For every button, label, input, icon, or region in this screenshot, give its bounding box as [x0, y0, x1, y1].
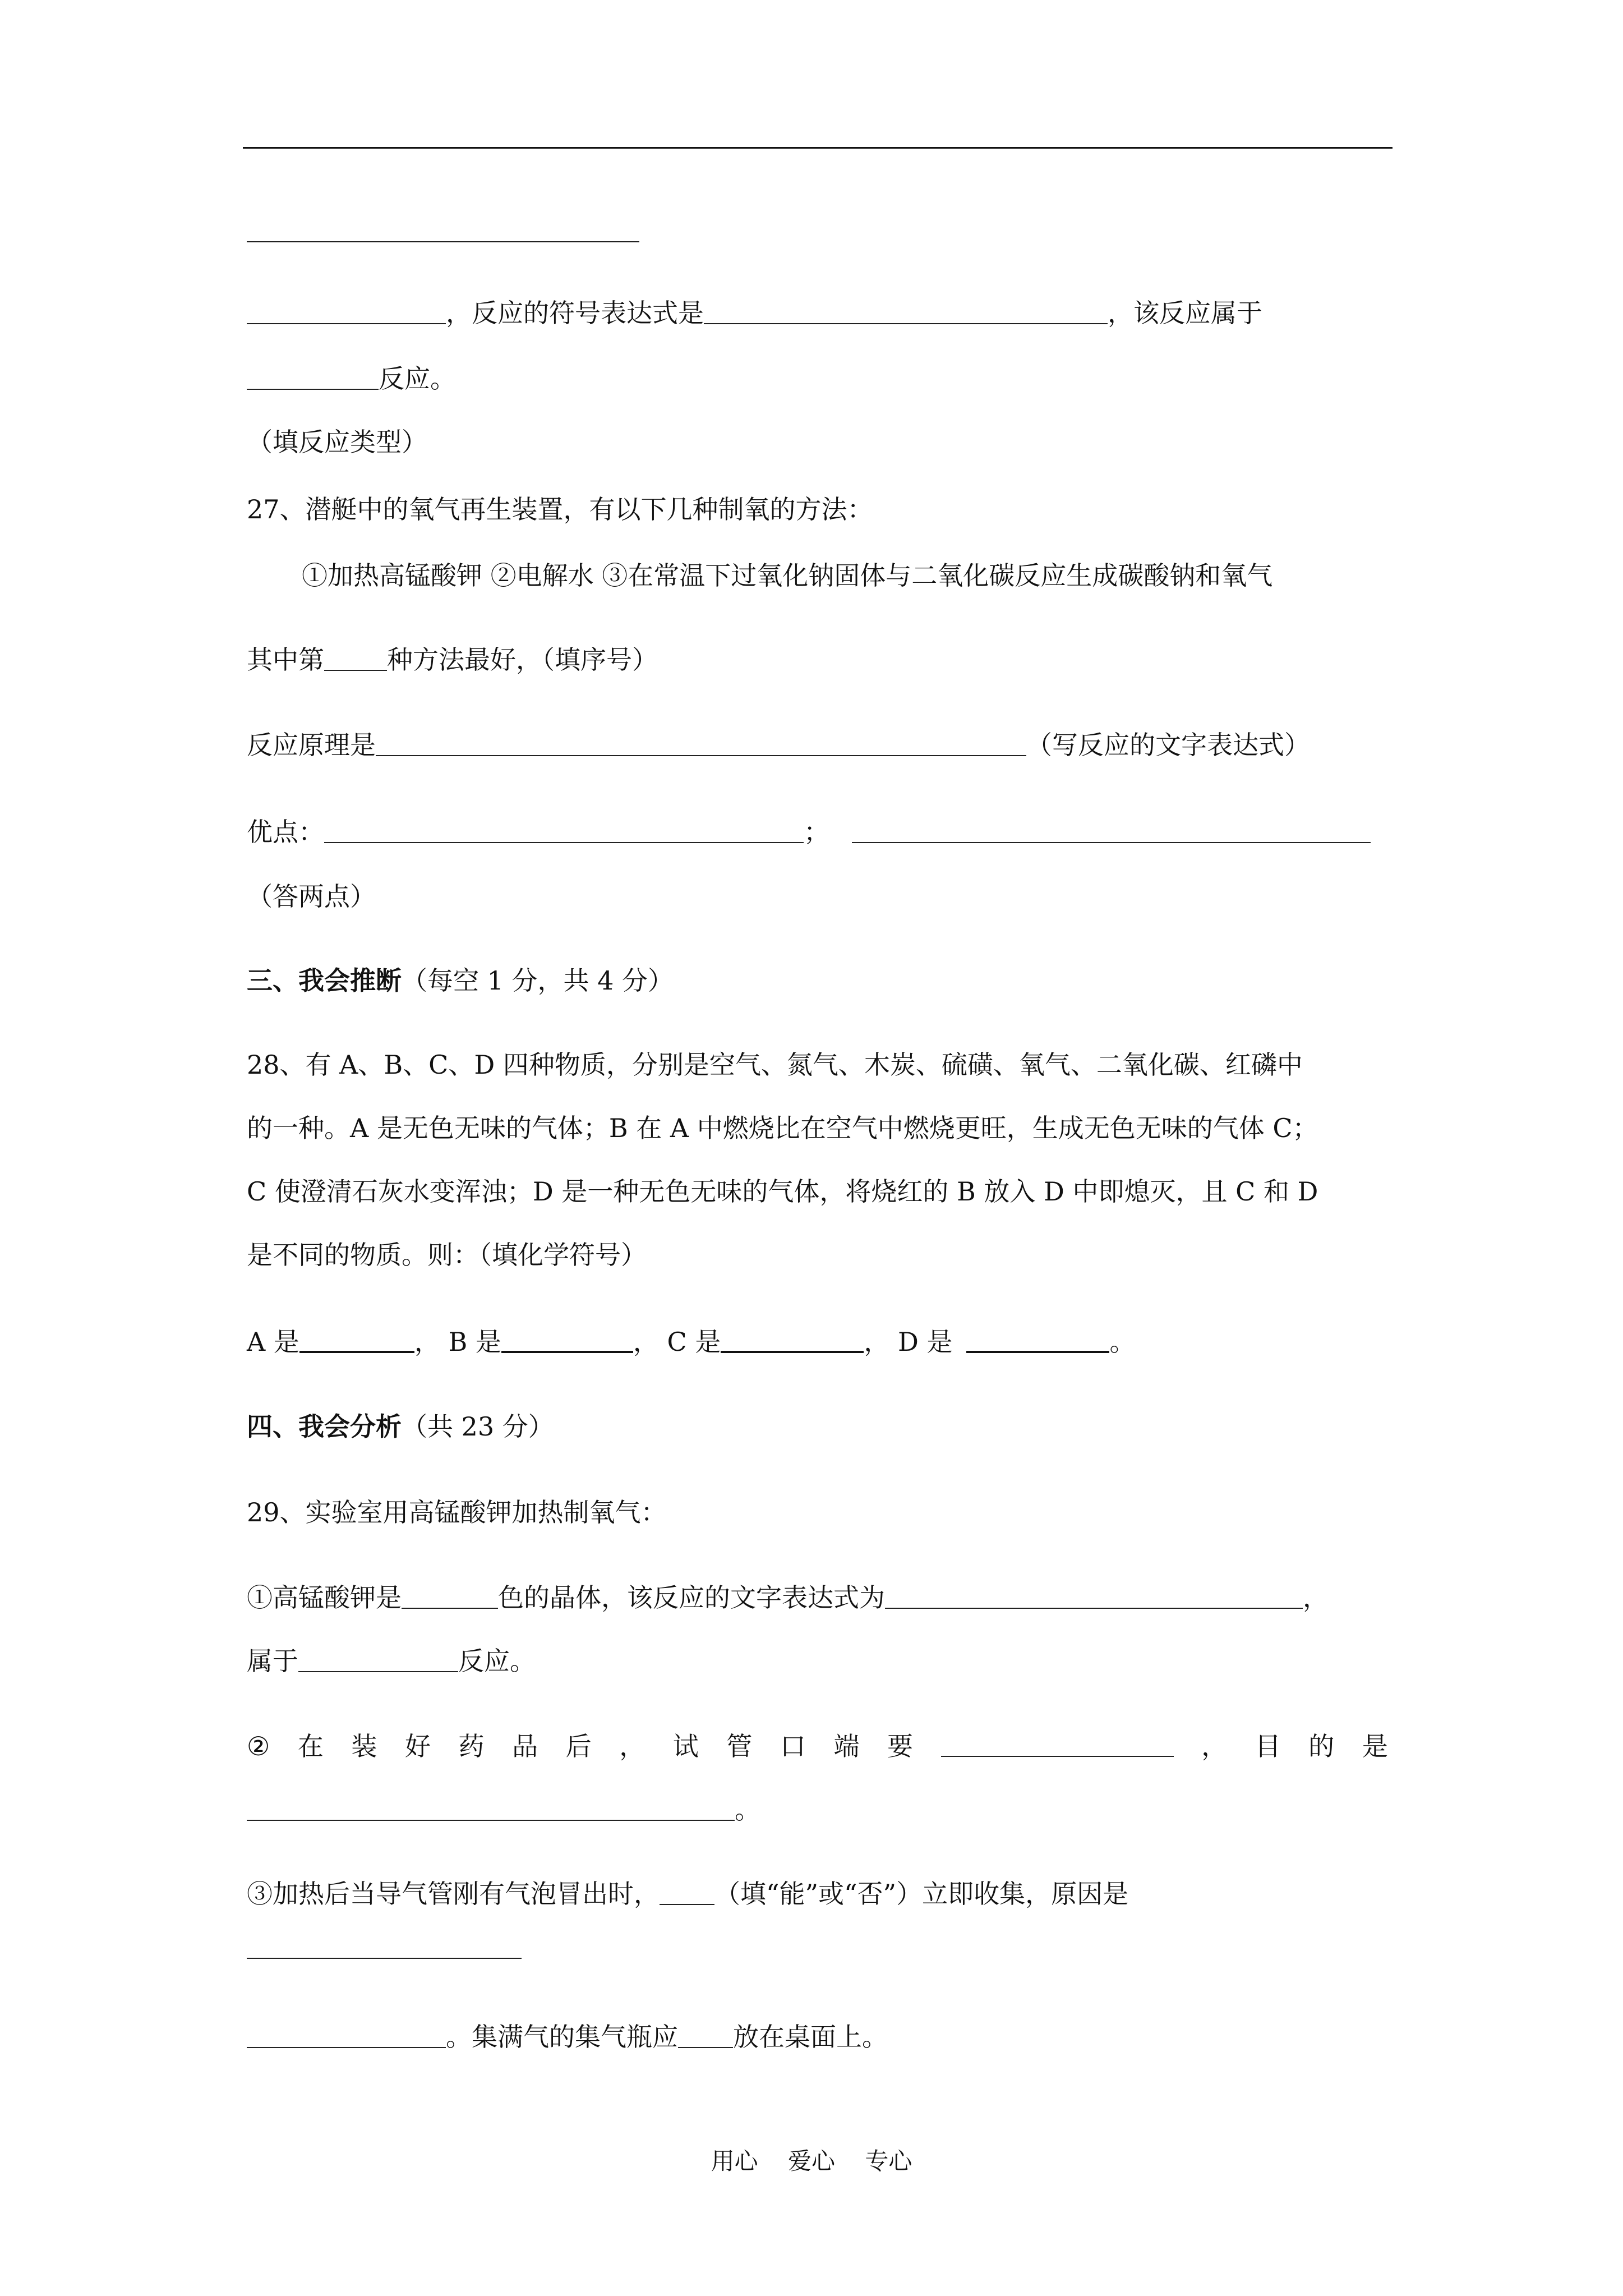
blank-line	[247, 1958, 522, 1959]
blank-field[interactable]	[247, 2024, 446, 2048]
q29-part-2b: 。	[247, 1797, 760, 1823]
blank-field[interactable]	[941, 1733, 1174, 1757]
answer-c-field[interactable]	[721, 1328, 864, 1353]
q28-line-3: C 使澄清石灰水变浑浊；D 是一种无色无味的气体，将烧红的 B 放入 D 中即熄灭，且 C 和 D	[247, 1176, 1318, 1207]
blank-field[interactable]	[660, 1881, 714, 1905]
q27-merits: 优点： ；	[247, 819, 1371, 845]
q28-answers: A 是 ， B 是 ， C 是 ， D 是 。	[247, 1327, 1136, 1357]
q26-note: （填反应类型）	[247, 427, 427, 457]
blank-field[interactable]	[852, 820, 1371, 843]
page-footer: 用心 爱心 专心	[711, 2147, 912, 2175]
q27-title: 27、潜艇中的氧气再生装置，有以下几种制氧的方法：	[247, 494, 873, 524]
q26-line-2: 反应。	[247, 366, 456, 392]
blank-field[interactable]	[247, 301, 446, 324]
q29-part-2: ② 在 装 好 药 品 后 ， 试 管 口 端 要 ， 目 的 是	[247, 1731, 1388, 1761]
blank-field[interactable]	[298, 1649, 458, 1672]
blank-field[interactable]	[376, 733, 1026, 756]
blank-field[interactable]	[885, 1585, 1303, 1609]
blank-field[interactable]	[402, 1585, 498, 1609]
q27-principle: 反应原理是 （写反应的文字表达式）	[247, 730, 1310, 760]
answer-a-field[interactable]	[299, 1328, 414, 1353]
q27-methods: ①加热高锰酸钾 ②电解水 ③在常温下过氧化钠固体与二氧化碳反应生成碳酸钠和氧气	[302, 560, 1273, 591]
q26-line: ，反应的符号表达式是 ，该反应属于	[247, 300, 1262, 326]
header-rule	[243, 147, 1393, 149]
blank-field[interactable]	[247, 1797, 735, 1821]
blank-field[interactable]	[704, 301, 1108, 324]
q29-title: 29、实验室用高锰酸钾加热制氧气：	[247, 1497, 667, 1527]
q27-merit-note: （答两点）	[247, 881, 376, 912]
section-4-heading: 四、我会分析（共 23 分）	[247, 1411, 554, 1442]
blank-line	[247, 241, 639, 242]
blank-field[interactable]	[247, 366, 379, 390]
answer-d-field[interactable]	[966, 1328, 1109, 1353]
q27-which: 其中第 种方法最好，（填序号）	[247, 645, 658, 675]
section-3-heading: 三、我会推断（每空 1 分，共 4 分）	[247, 965, 674, 996]
q29-part-3: ③加热后当导气管刚有气泡冒出时， （填“能”或“否”）立即收集，原因是	[247, 1879, 1129, 1909]
q29-part-3b: 。集满气的集气瓶应 放在桌面上。	[247, 2024, 888, 2050]
blank-field[interactable]	[324, 820, 804, 843]
q29-part-1b: 属于 反应。	[247, 1646, 536, 1676]
q28-line-4: 是不同的物质。则：（填化学符号）	[247, 1240, 647, 1270]
blank-field[interactable]	[324, 647, 387, 671]
q28-line-2: 的一种。A 是无色无味的气体；B 在 A 中燃烧比在空气中燃烧更旺，生成无色无味的气体 C；	[247, 1113, 1318, 1143]
q28-line-1: 28、有 A、B、C、D 四种物质，分别是空气、氮气、木炭、硫磺、氧气、二氧化碳、红磷中	[247, 1050, 1303, 1080]
q29-part-1: ①高锰酸钾是 色的晶体，该反应的文字表达式为 ，	[247, 1582, 1329, 1613]
blank-field[interactable]	[678, 2024, 733, 2048]
answer-b-field[interactable]	[501, 1328, 633, 1353]
